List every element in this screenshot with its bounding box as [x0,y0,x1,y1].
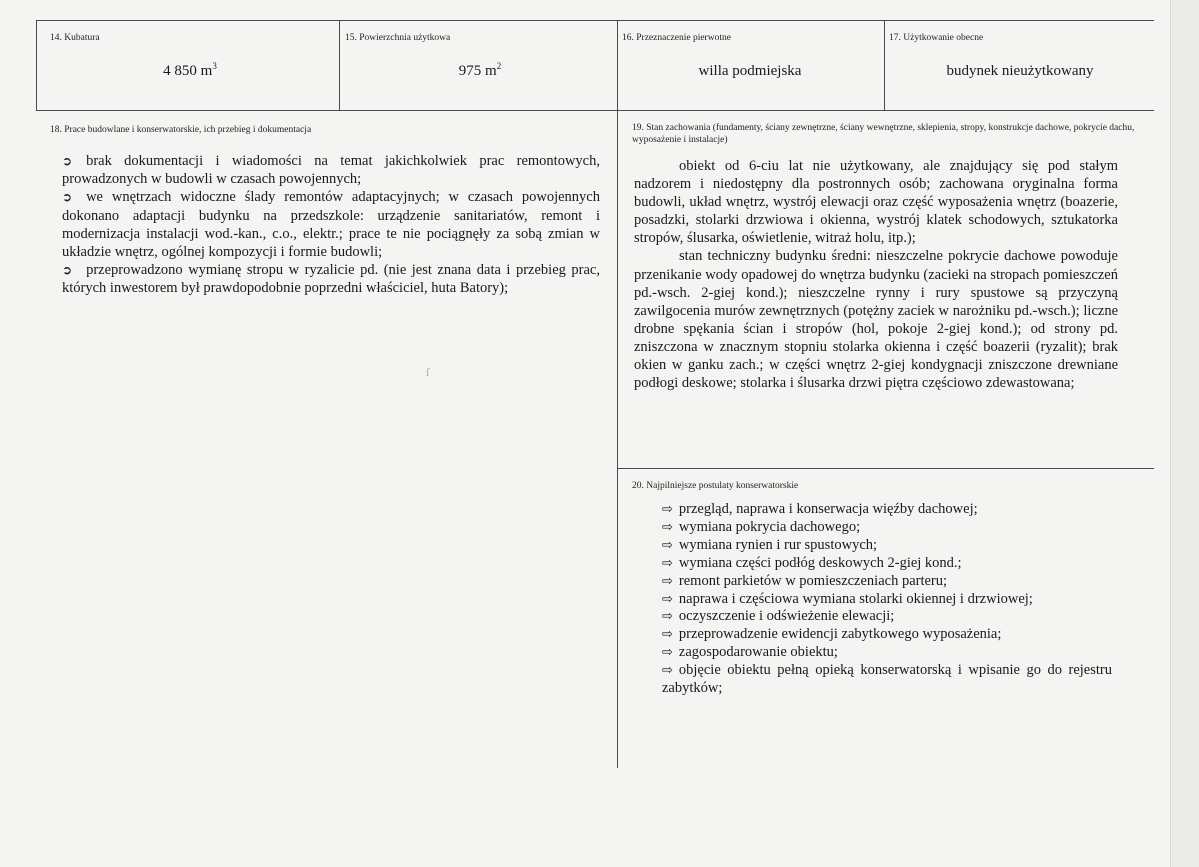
list-item [662,608,1112,626]
arrow-right-icon: ⇨ [662,627,673,643]
arrow-right-icon: ⇨ [662,591,673,607]
list-item [662,591,1112,609]
section19-text [634,157,1118,392]
list-item-text: oczyszczenie i odświeżenie elewacji; [678,608,895,625]
przeznaczenie-label: 16. Przeznaczenie pierwotne [622,33,731,43]
list-item [662,573,1112,591]
bullet-icon: ➲ [62,154,73,168]
kubatura-exponent: 3 [212,61,217,71]
arrow-right-icon: ⇨ [662,663,673,679]
powierzchnia-value [390,62,570,80]
list-item [62,261,600,297]
uzytkowanie-label: 17. Użytkowanie obecne [889,33,984,43]
list-item-text: remont parkietów w pomieszczeniach parteru; [678,572,948,589]
list-item [662,537,1112,555]
list-item [62,188,600,261]
divider-18-19 [617,110,618,768]
kubatura-number: 4 850 m [163,63,213,79]
arrow-right-icon: ⇨ [662,555,673,571]
list-item [662,644,1112,662]
list-item-text: objęcie obiektu pełną opieką konserwatorską i wpisanie go do rejestru zabytków; [662,662,1112,697]
stray-mark: ſ [426,365,430,379]
list-item-text: brak dokumentacji i wiadomości na temat jakichkolwiek prac remontowych, prowadzonych w budowli w czasach powojennych; [62,153,600,188]
section20-label: 20. Najpilniejsze postulaty konserwatorskie [632,481,799,491]
list-item [62,152,600,188]
row1-bottom-rule [36,110,1154,111]
kubatura-value [100,62,280,80]
section18-label: 18. Prace budowlane i konserwatorskie, ich przebieg i dokumentacja [50,125,312,135]
table-top-rule [36,20,1154,21]
list-item-text: przeprowadzono wymianę stropu w ryzalicie pd. (nie jest znana data i przebieg prac, których inwestorem był prawdopodobnie poprzedni właściciel, huta Batory); [62,262,600,297]
powierzchnia-number: 975 m [458,63,497,79]
section18-list [62,152,600,298]
list-item [662,626,1112,644]
list-item-text: naprawa i częściowa wymiana stolarki okiennej i drzwiowej; [678,590,1033,607]
bullet-icon: ➲ [62,190,73,205]
list-item-text: przegląd, naprawa i konserwacja więźby dachowej; [678,501,978,517]
list-item [662,501,1112,519]
arrow-right-icon: ⇨ [662,519,673,535]
section20-top-rule [617,468,1154,469]
list-item [662,662,1112,698]
list-item [662,555,1112,573]
list-item-text: wymiana rynien i rur spustowych; [678,536,878,553]
divider-14-15 [339,20,340,110]
arrow-right-icon: ⇨ [662,502,673,517]
powierzchnia-label: 15. Powierzchnia użytkowa [345,33,451,43]
uzytkowanie-value: budynek nieużytkowany [946,63,1094,79]
section19-label: 19. Stan zachowania (fundamenty, ściany zewnętrzne, ściany wewnętrzne, sklepienia, stropy, konstrukcje dachowe, pokrycie dachu, wyposażenie i instalacje) [632,123,1135,145]
paragraph: obiekt od 6-ciu lat nie użytkowany, ale znajdujący się pod stałym nadzorem i niedostępny dla postronnych osób; zachowana oryginalna forma budowli, układ wnętrz, wystrój elewacji oraz część wyposażenia wnętrz (boazerie, posadzki, stolarki drzwiowa i okienna, wystrój klatek schodowych, sztukatorka stropów, ślusarka, oświetlenie, witraż holu, itp.); [634,158,1118,247]
przeznaczenie-value: willa podmiejska [698,63,802,79]
arrow-right-icon: ⇨ [662,573,673,589]
arrow-right-icon: ⇨ [662,645,673,661]
section20-list [662,501,1112,698]
list-item-text: przeprowadzenie ewidencji zabytkowego wyposażenia; [678,626,1002,643]
powierzchnia-exponent: 2 [496,61,502,71]
divider-16-17 [884,20,885,110]
left-border [36,20,37,110]
list-item [662,519,1112,537]
scanner-edge [1170,0,1199,867]
paragraph: stan techniczny budynku średni: nieszczelne pokrycie dachowe powoduje przenikanie wody opadowej do wnętrza budynku (zacieki na stropach pomieszczeń pd.-wsch. 2-giej kond.); nieszczelne rynny i rury spustowe są przyczyną zawilgocenia murów zewnętrznych (potężny zaciek w narożniku pd.-wsch.); liczne drobne spękania ścian i stropów (hol, pokoje 2-giej kond.); od strony pd. zniszczona w znacznym stopniu stolarka okienna i część boazerii (ryzalit); brak okien w ganku zach.; w części wnętrz 2-giej kondygnacji zniszczone drewniane podłogi deskowe; stolarka i ślusarka drzwi piętra częściowo zdewastowana; [634,248,1118,392]
list-item-text: wymiana pokrycia dachowego; [678,518,861,535]
list-item-text: we wnętrzach widoczne ślady remontów adaptacyjnych; w czasach powojennych dokonano adaptacji budynku na przedszkole: urządzenie sanitariatów, remont i modernizacja instalacji wod.-kan., c.o., elektr.; prace te nie pociągnęły za sobą zmian w układzie wnętrz, ogólnej kompozycji i formie budowli; [62,189,600,261]
list-item-text: wymiana części podłóg deskowych 2-giej kond.; [678,554,962,571]
kubatura-label: 14. Kubatura [50,33,100,43]
arrow-right-icon: ⇨ [662,537,673,553]
list-item-text: zagospodarowanie obiektu; [678,644,838,661]
divider-15-16 [617,20,618,110]
arrow-right-icon: ⇨ [662,609,673,625]
bullet-icon: ➲ [62,263,73,278]
